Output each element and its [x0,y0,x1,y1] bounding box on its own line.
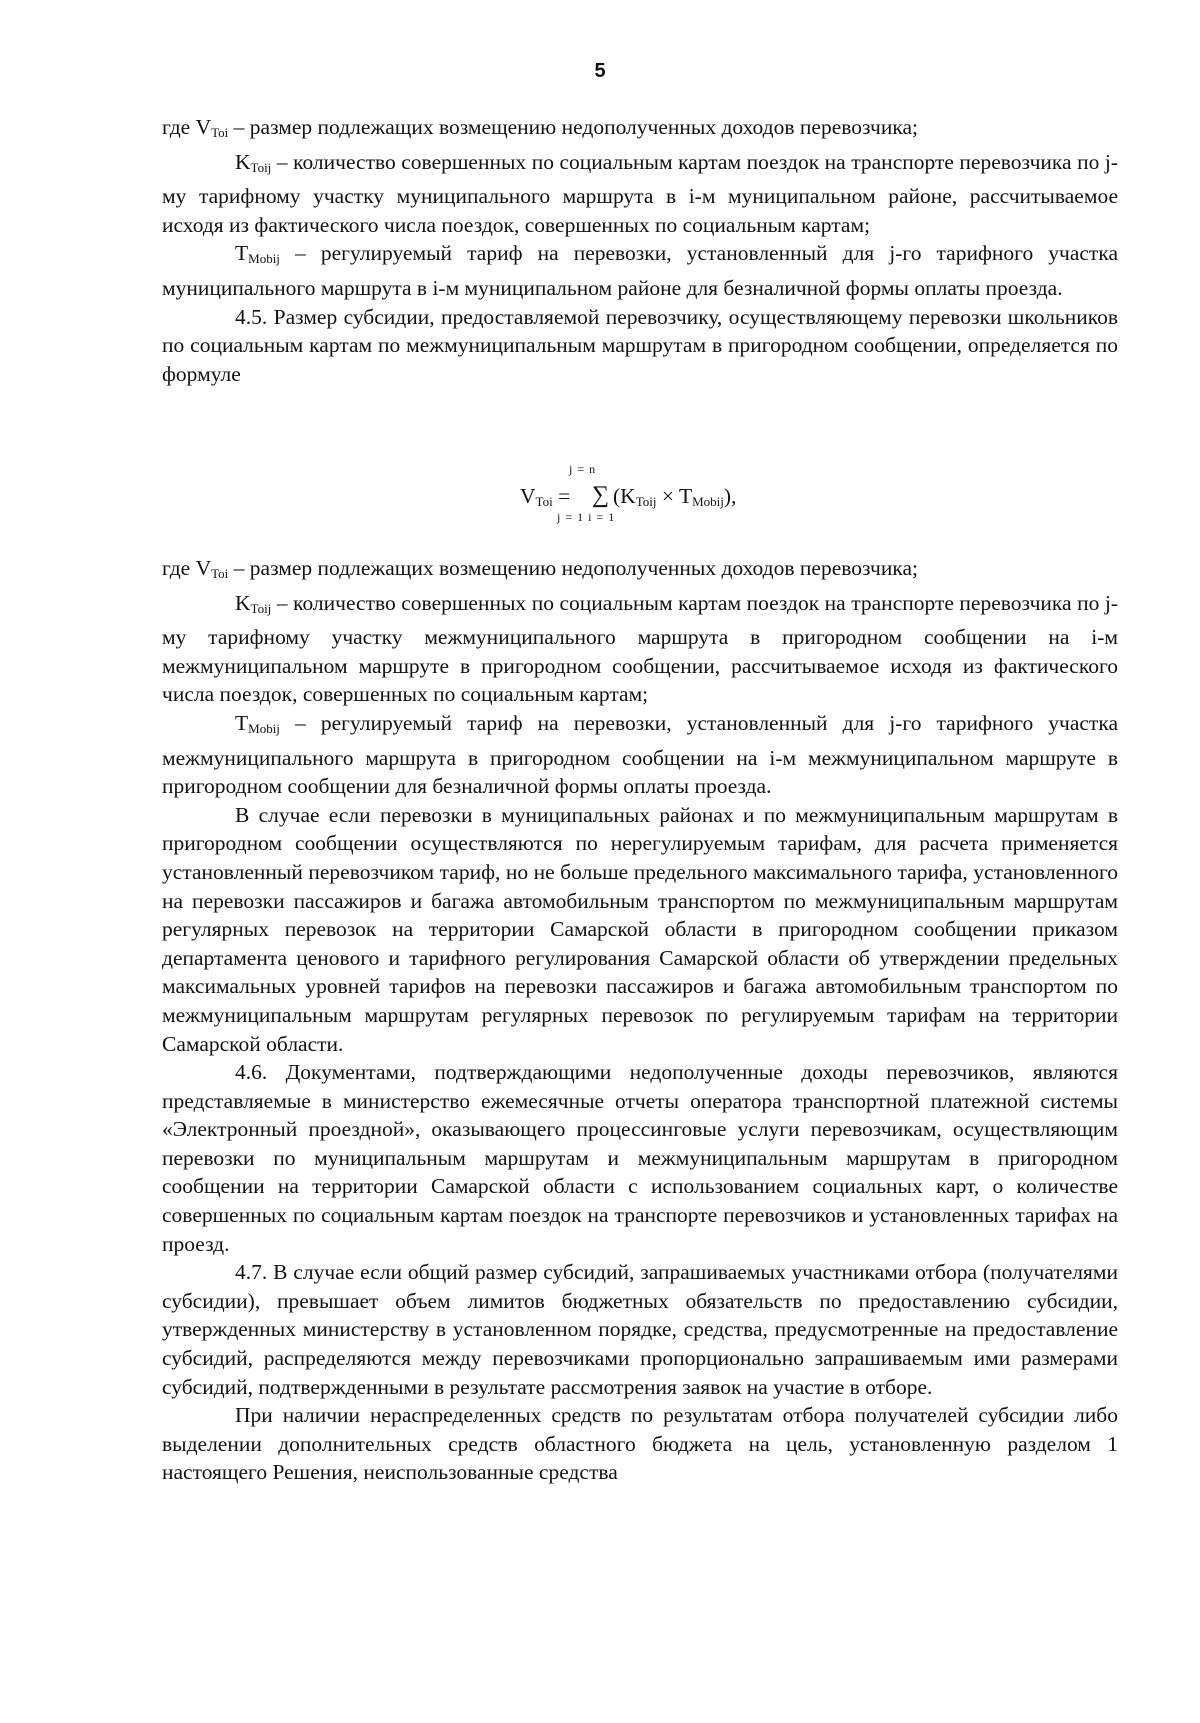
sum-upper-limit: j = n [569,462,597,476]
paragraph-unregulated-tariffs: В случае если перевозки в муниципальных районах и по межмуниципальным маршрутам в пригородном сообщении осуществляются по нерегулируемым тарифам, для расчета применяется установленный перевозчиком тариф, но не больше предельного максимального тарифа, установленного на перевозки пассажиров и багажа автомобильным транспортом по межмуниципальным маршрутам регулярных перевозок на территории Самарской области в пригородном сообщении приказом департамента ценового и тарифного регулирования Самарской области об утверждении предельных максимальных уровней тарифов на перевозки пассажиров и багажа автомобильным транспортом по межмуниципальным маршрутам регулярных перевозок по регулируемым тарифам на территории Самарской области. [162,802,1118,1056]
definition-t-mobij [162,239,1118,302]
subscript: Mobij [248,720,280,736]
sum-sign: ∑ [592,482,610,508]
formula-times-t: × T [656,484,693,508]
subscript: Mobij [692,494,724,509]
subscript: Toij [250,600,272,616]
definition-t-mobij [162,709,1118,801]
definition-lead: где V [162,115,212,139]
paragraph-undistributed-funds: При наличии нераспределенных средств по результатам отбора получателей субсидии либо выделении дополнительных средств областного бюджета на цель, установленную разделом 1 настоящего Решения, неиспользованные средства [162,1403,1118,1485]
definition-v-toi [162,554,1118,589]
subscript: Toij [250,159,272,175]
definition-k-toij [162,148,1118,240]
formula-lhs [520,484,570,510]
definition-lead: T [235,241,249,266]
definition-v-toi [162,113,1118,148]
subscript: Toi [535,494,553,509]
definition-k-toij [162,589,1118,709]
definitions-block-municipal [162,113,1118,388]
definition-lead: T [235,710,249,735]
definition-lead: K [235,149,251,174]
formula-v: V [520,484,536,508]
definition-text: – регулируемый тариф на перевозки, установленный для j-го тарифного участка межмуниципального маршрута в пригородном сообщении на i-м межмуниципальном маршруте в пригородном сообщении для безналичной формы оплаты проезда. [162,710,1118,799]
definition-lead: K [235,590,251,615]
paragraph-4-6: 4.6. Документами, подтверждающими недополученные доходы перевозчиков, являются представляемые в министерство ежемесячные отчеты оператора транспортной платежной системы «Электронный проездной», оказывающего процессинговые услуги перевозчикам, осуществляющим перевозки по муниципальным маршрутам и межмуниципальным маршрутам в пригородном сообщении на территории Самарской области с использованием социальных карт, о количестве совершенных по социальным картам поездок на транспорте перевозчиков и установленных тарифах на проезд. [162,1060,1118,1256]
subscript: Mobij [248,251,280,267]
paragraph-4-7: 4.7. В случае если общий размер субсидий, запрашиваемых участниками отбора (получателями субсидии), превышает объем лимитов бюджетных обязательств по предоставлению субсидии, утвержденных министерству в установленном порядке, средства, предусмотренные на предоставление субсидий, распределяются между перевозчиками пропорционально запрашиваемым ими размерами субсидий, подтвержденными в результате рассмотрения заявок на участие в отборе. [162,1260,1118,1399]
formula-k: (K [613,484,636,508]
subsidy-formula [0,462,1200,532]
definition-lead: где V [162,556,212,580]
page-number: 5 [594,60,606,82]
subscript: Toij [635,494,657,509]
definition-text: – количество совершенных по социальным картам поездок на транспорте перевозчика по j-му тарифному участку межмуниципального маршрута в пригородном сообщении на i-м межмуниципальном маршруте в пригородном сообщении, рассчитываемое исходя из фактического числа поездок, совершенных по социальным картам; [162,590,1118,707]
definition-text: – регулируемый тариф на перевозки, установленный для j-го тарифного участка муниципального маршрута в i-м муниципальном районе для безналичной формы оплаты проезда. [162,241,1118,300]
definition-text: – размер подлежащих возмещению недополученных доходов перевозчика; [228,115,919,139]
formula-equals: = [552,484,571,508]
formula-close: ), [723,484,737,508]
subscript: Toi [211,125,229,140]
definition-text: – размер подлежащих возмещению недополученных доходов перевозчика; [228,556,919,580]
definitions-block-intermunicipal [162,554,1118,1487]
paragraph-4-5: 4.5. Размер субсидии, предоставляемой перевозчику, осуществляющему перевозки школьников по социальным картам по межмуниципальным маршрутам в пригородном сообщении, определяется по формуле [162,304,1118,386]
formula-rhs [613,484,736,510]
subscript: Toi [211,566,229,581]
definition-text: – количество совершенных по социальным картам поездок на транспорте перевозчика по j-му тарифному участку муниципального маршрута в i-м муниципальном районе, рассчитываемое исходя из фактического числа поездок, совершенных по социальным картам; [162,149,1118,237]
sum-lower-limit: j = 1 i = 1 [557,510,616,524]
